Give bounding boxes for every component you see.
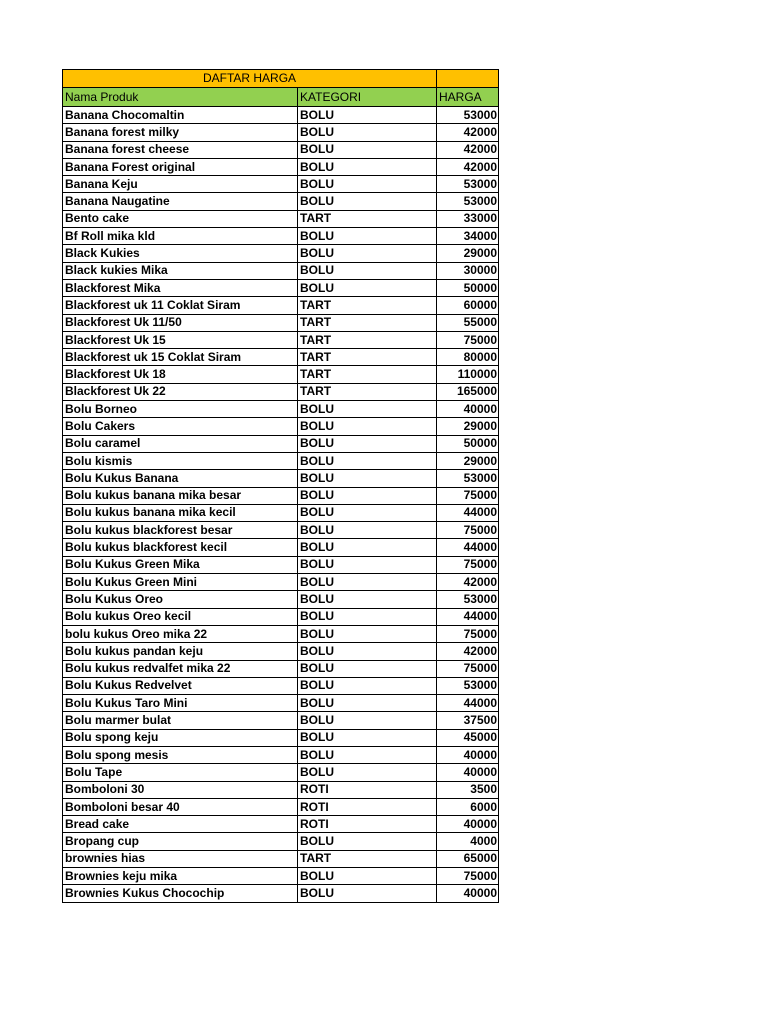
product-name-cell[interactable]: Bolu kukus redvalfet mika 22 bbox=[63, 660, 298, 677]
product-name-cell[interactable]: Blackforest Uk 15 bbox=[63, 331, 298, 348]
price-cell[interactable]: 4000 bbox=[437, 833, 499, 850]
product-name-cell[interactable]: Bolu Borneo bbox=[63, 401, 298, 418]
table-row bbox=[63, 210, 499, 227]
price-cell[interactable]: 34000 bbox=[437, 228, 499, 245]
table-row bbox=[63, 366, 499, 383]
table-row bbox=[63, 712, 499, 729]
price-cell[interactable]: 45000 bbox=[437, 729, 499, 746]
table-row bbox=[63, 746, 499, 763]
category-cell[interactable]: TART bbox=[298, 383, 437, 400]
price-cell[interactable]: 30000 bbox=[437, 262, 499, 279]
product-name-cell[interactable]: Bolu marmer bulat bbox=[63, 712, 298, 729]
price-cell[interactable]: 75000 bbox=[437, 660, 499, 677]
category-cell[interactable]: BOLU bbox=[298, 262, 437, 279]
price-cell[interactable]: 33000 bbox=[437, 210, 499, 227]
table-row bbox=[63, 297, 499, 314]
price-cell[interactable]: 42000 bbox=[437, 141, 499, 158]
product-name-cell[interactable]: Blackforest uk 11 Coklat Siram bbox=[63, 297, 298, 314]
table-row bbox=[63, 539, 499, 556]
header-category[interactable]: KATEGORI bbox=[298, 88, 437, 107]
table-row bbox=[63, 625, 499, 642]
table-row bbox=[63, 522, 499, 539]
category-cell[interactable]: BOLU bbox=[298, 625, 437, 642]
price-cell[interactable]: 42000 bbox=[437, 158, 499, 175]
product-name-cell[interactable]: Bolu Cakers bbox=[63, 418, 298, 435]
table-row bbox=[63, 418, 499, 435]
price-cell[interactable]: 75000 bbox=[437, 331, 499, 348]
title-row bbox=[63, 70, 499, 88]
product-name-cell[interactable]: Bolu caramel bbox=[63, 435, 298, 452]
price-list-body bbox=[63, 70, 499, 903]
category-cell[interactable]: BOLU bbox=[298, 746, 437, 763]
table-row bbox=[63, 470, 499, 487]
table-row bbox=[63, 850, 499, 867]
category-cell[interactable]: BOLU bbox=[298, 885, 437, 902]
table-row bbox=[63, 435, 499, 452]
table-row bbox=[63, 816, 499, 833]
price-cell[interactable]: 29000 bbox=[437, 418, 499, 435]
product-name-cell[interactable]: Bolu Tape bbox=[63, 764, 298, 781]
product-name-cell[interactable]: Bread cake bbox=[63, 816, 298, 833]
product-name-cell[interactable]: Bolu kismis bbox=[63, 452, 298, 469]
table-row bbox=[63, 452, 499, 469]
category-cell[interactable]: BOLU bbox=[298, 245, 437, 262]
category-cell[interactable]: BOLU bbox=[298, 452, 437, 469]
category-cell[interactable]: BOLU bbox=[298, 643, 437, 660]
product-name-cell[interactable]: Blackforest Uk 18 bbox=[63, 366, 298, 383]
price-cell[interactable]: 53000 bbox=[437, 677, 499, 694]
product-name-cell[interactable]: Banana Keju bbox=[63, 176, 298, 193]
table-row bbox=[63, 349, 499, 366]
product-name-cell[interactable]: Banana Naugatine bbox=[63, 193, 298, 210]
product-name-cell[interactable]: Bolu kukus blackforest besar bbox=[63, 522, 298, 539]
price-cell[interactable]: 29000 bbox=[437, 452, 499, 469]
price-cell[interactable]: 50000 bbox=[437, 279, 499, 296]
table-row bbox=[63, 314, 499, 331]
price-cell[interactable]: 37500 bbox=[437, 712, 499, 729]
price-cell[interactable]: 40000 bbox=[437, 401, 499, 418]
price-cell[interactable]: 40000 bbox=[437, 764, 499, 781]
product-name-cell[interactable]: Blackforest Uk 11/50 bbox=[63, 314, 298, 331]
product-name-cell[interactable]: Bolu kukus pandan keju bbox=[63, 643, 298, 660]
category-cell[interactable]: TART bbox=[298, 210, 437, 227]
category-cell[interactable]: BOLU bbox=[298, 556, 437, 573]
product-name-cell[interactable]: Bolu spong mesis bbox=[63, 746, 298, 763]
product-name-cell[interactable]: Bropang cup bbox=[63, 833, 298, 850]
product-name-cell[interactable]: bolu kukus Oreo mika 22 bbox=[63, 625, 298, 642]
category-cell[interactable]: BOLU bbox=[298, 868, 437, 885]
category-cell[interactable]: BOLU bbox=[298, 522, 437, 539]
table-row bbox=[63, 660, 499, 677]
product-name-cell[interactable]: Bolu Kukus Oreo bbox=[63, 591, 298, 608]
product-name-cell[interactable]: Bolu kukus Oreo kecil bbox=[63, 608, 298, 625]
price-cell[interactable]: 53000 bbox=[437, 107, 499, 124]
price-cell[interactable]: 29000 bbox=[437, 245, 499, 262]
category-cell[interactable]: BOLU bbox=[298, 107, 437, 124]
category-cell[interactable]: TART bbox=[298, 366, 437, 383]
sheet-title[interactable]: DAFTAR HARGA bbox=[63, 70, 437, 88]
category-cell[interactable]: BOLU bbox=[298, 574, 437, 591]
category-cell[interactable]: BOLU bbox=[298, 158, 437, 175]
product-name-cell[interactable]: Blackforest Uk 22 bbox=[63, 383, 298, 400]
price-cell[interactable]: 60000 bbox=[437, 297, 499, 314]
category-cell[interactable]: BOLU bbox=[298, 176, 437, 193]
category-cell[interactable]: BOLU bbox=[298, 833, 437, 850]
table-row bbox=[63, 401, 499, 418]
table-row bbox=[63, 798, 499, 815]
table-row bbox=[63, 141, 499, 158]
product-name-cell[interactable]: Bf Roll mika kld bbox=[63, 228, 298, 245]
table-row bbox=[63, 729, 499, 746]
category-cell[interactable]: ROTI bbox=[298, 798, 437, 815]
product-name-cell[interactable]: Banana forest milky bbox=[63, 124, 298, 141]
header-row bbox=[63, 88, 499, 107]
category-cell[interactable]: BOLU bbox=[298, 677, 437, 694]
table-row bbox=[63, 193, 499, 210]
category-cell[interactable]: BOLU bbox=[298, 608, 437, 625]
table-row bbox=[63, 124, 499, 141]
product-name-cell[interactable]: Black kukies Mika bbox=[63, 262, 298, 279]
table-row bbox=[63, 262, 499, 279]
product-name-cell[interactable]: Blackforest uk 15 Coklat Siram bbox=[63, 349, 298, 366]
product-name-cell[interactable]: Bolu spong keju bbox=[63, 729, 298, 746]
price-cell[interactable]: 40000 bbox=[437, 816, 499, 833]
category-cell[interactable]: BOLU bbox=[298, 228, 437, 245]
price-cell[interactable]: 44000 bbox=[437, 539, 499, 556]
price-cell[interactable]: 53000 bbox=[437, 176, 499, 193]
table-row bbox=[63, 591, 499, 608]
price-cell[interactable]: 75000 bbox=[437, 522, 499, 539]
category-cell[interactable]: BOLU bbox=[298, 193, 437, 210]
table-row bbox=[63, 695, 499, 712]
price-cell[interactable]: 50000 bbox=[437, 435, 499, 452]
product-name-cell[interactable]: Bento cake bbox=[63, 210, 298, 227]
header-price[interactable]: HARGA bbox=[437, 88, 499, 107]
table-row bbox=[63, 383, 499, 400]
table-row bbox=[63, 643, 499, 660]
price-cell[interactable]: 3500 bbox=[437, 781, 499, 798]
category-cell[interactable]: BOLU bbox=[298, 591, 437, 608]
table-row bbox=[63, 504, 499, 521]
product-name-cell[interactable]: Banana forest cheese bbox=[63, 141, 298, 158]
product-name-cell[interactable]: Bolu kukus banana mika kecil bbox=[63, 504, 298, 521]
category-cell[interactable]: TART bbox=[298, 331, 437, 348]
category-cell[interactable]: BOLU bbox=[298, 712, 437, 729]
category-cell[interactable]: BOLU bbox=[298, 141, 437, 158]
category-cell[interactable]: BOLU bbox=[298, 418, 437, 435]
product-name-cell[interactable]: Bolu Kukus Green Mini bbox=[63, 574, 298, 591]
price-cell[interactable]: 42000 bbox=[437, 124, 499, 141]
price-cell[interactable]: 65000 bbox=[437, 850, 499, 867]
price-cell[interactable]: 53000 bbox=[437, 591, 499, 608]
category-cell[interactable]: BOLU bbox=[298, 124, 437, 141]
price-cell[interactable]: 75000 bbox=[437, 487, 499, 504]
header-name[interactable]: Nama Produk bbox=[63, 88, 298, 107]
product-name-cell[interactable]: Bolu kukus blackforest kecil bbox=[63, 539, 298, 556]
product-name-cell[interactable]: Banana Chocomaltin bbox=[63, 107, 298, 124]
category-cell[interactable]: BOLU bbox=[298, 504, 437, 521]
table-row bbox=[63, 158, 499, 175]
price-cell[interactable]: 75000 bbox=[437, 868, 499, 885]
category-cell[interactable]: BOLU bbox=[298, 764, 437, 781]
price-cell[interactable]: 42000 bbox=[437, 643, 499, 660]
category-cell[interactable]: BOLU bbox=[298, 470, 437, 487]
price-cell[interactable]: 80000 bbox=[437, 349, 499, 366]
product-name-cell[interactable]: Blackforest Mika bbox=[63, 279, 298, 296]
category-cell[interactable]: BOLU bbox=[298, 401, 437, 418]
table-row bbox=[63, 228, 499, 245]
price-cell[interactable]: 55000 bbox=[437, 314, 499, 331]
price-cell[interactable]: 75000 bbox=[437, 556, 499, 573]
product-name-cell[interactable]: Bolu Kukus Green Mika bbox=[63, 556, 298, 573]
category-cell[interactable]: TART bbox=[298, 349, 437, 366]
category-cell[interactable]: BOLU bbox=[298, 695, 437, 712]
price-cell[interactable]: 44000 bbox=[437, 504, 499, 521]
table-row bbox=[63, 107, 499, 124]
table-row bbox=[63, 781, 499, 798]
price-cell[interactable]: 110000 bbox=[437, 366, 499, 383]
product-name-cell[interactable]: Banana Forest original bbox=[63, 158, 298, 175]
price-cell[interactable]: 75000 bbox=[437, 625, 499, 642]
category-cell[interactable]: BOLU bbox=[298, 435, 437, 452]
category-cell[interactable]: BOLU bbox=[298, 729, 437, 746]
category-cell[interactable]: TART bbox=[298, 314, 437, 331]
price-cell[interactable]: 6000 bbox=[437, 798, 499, 815]
table-row bbox=[63, 574, 499, 591]
price-cell[interactable]: 40000 bbox=[437, 746, 499, 763]
product-name-cell[interactable]: Bolu kukus banana mika besar bbox=[63, 487, 298, 504]
product-name-cell[interactable]: Brownies keju mika bbox=[63, 868, 298, 885]
product-name-cell[interactable]: Brownies Kukus Chocochip bbox=[63, 885, 298, 902]
category-cell[interactable]: BOLU bbox=[298, 660, 437, 677]
price-cell[interactable]: 44000 bbox=[437, 608, 499, 625]
product-name-cell[interactable]: Bolu Kukus Redvelvet bbox=[63, 677, 298, 694]
category-cell[interactable]: BOLU bbox=[298, 279, 437, 296]
table-row bbox=[63, 833, 499, 850]
price-list-table bbox=[62, 69, 499, 903]
category-cell[interactable]: ROTI bbox=[298, 816, 437, 833]
product-name-cell[interactable]: Bomboloni 30 bbox=[63, 781, 298, 798]
price-cell[interactable]: 53000 bbox=[437, 470, 499, 487]
product-name-cell[interactable]: Bolu Kukus Taro Mini bbox=[63, 695, 298, 712]
price-cell[interactable]: 53000 bbox=[437, 193, 499, 210]
table-row bbox=[63, 556, 499, 573]
product-name-cell[interactable]: brownies hias bbox=[63, 850, 298, 867]
table-row bbox=[63, 279, 499, 296]
table-row bbox=[63, 608, 499, 625]
table-row bbox=[63, 764, 499, 781]
category-cell[interactable]: TART bbox=[298, 850, 437, 867]
price-cell[interactable]: 40000 bbox=[437, 885, 499, 902]
category-cell[interactable]: BOLU bbox=[298, 539, 437, 556]
product-name-cell[interactable]: Black Kukies bbox=[63, 245, 298, 262]
table-row bbox=[63, 885, 499, 902]
table-row bbox=[63, 245, 499, 262]
title-empty-cell[interactable] bbox=[437, 70, 499, 88]
table-row bbox=[63, 868, 499, 885]
price-cell[interactable]: 165000 bbox=[437, 383, 499, 400]
category-cell[interactable]: BOLU bbox=[298, 487, 437, 504]
category-cell[interactable]: TART bbox=[298, 297, 437, 314]
table-row bbox=[63, 487, 499, 504]
price-cell[interactable]: 42000 bbox=[437, 574, 499, 591]
price-cell[interactable]: 44000 bbox=[437, 695, 499, 712]
product-name-cell[interactable]: Bomboloni besar 40 bbox=[63, 798, 298, 815]
table-row bbox=[63, 176, 499, 193]
category-cell[interactable]: ROTI bbox=[298, 781, 437, 798]
product-name-cell[interactable]: Bolu Kukus Banana bbox=[63, 470, 298, 487]
table-row bbox=[63, 677, 499, 694]
table-row bbox=[63, 331, 499, 348]
